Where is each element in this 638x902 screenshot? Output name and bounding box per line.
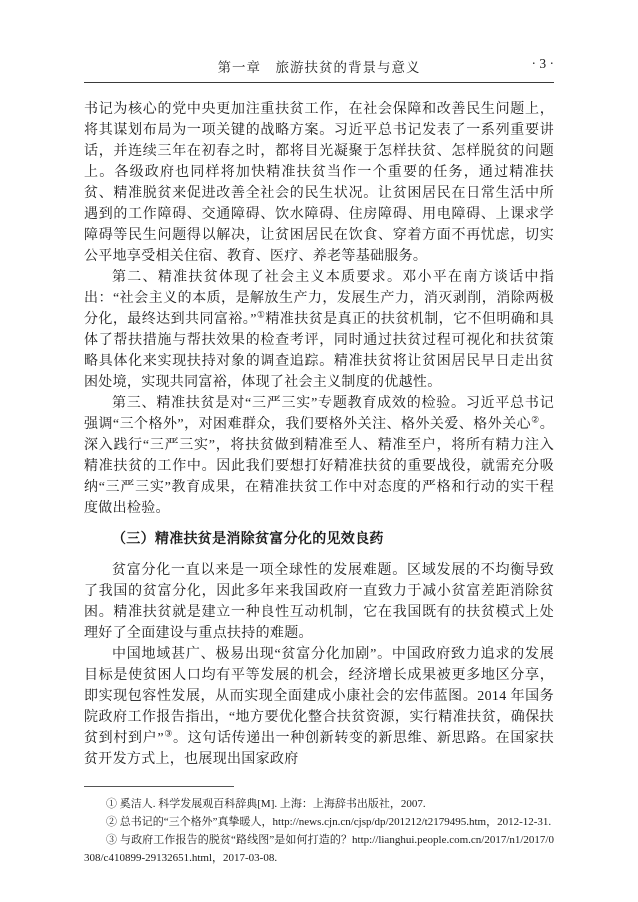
chapter-title: 第一章 旅游扶贫的背景与意义	[217, 60, 421, 75]
footnote: ② 总书记的“三个格外”真挚暖人，http://news.cjn.cn/cjsp/dp/201212/t2179495.htm，2012-12-31.	[106, 816, 552, 828]
footnote-separator	[84, 786, 234, 787]
paragraph: 中国地域甚广、极易出现“贫富分化加剧”。中国政府致力追求的发展目标是使贫困人口均有平等发展的机会，经济增长成果被更多地区分享，即实现包容性发展，从而实现全面建成小康社会的宏伟蓝图。2014 年国务院政府工作报告指出，“地方要优化整合扶贫资源，实行精准扶贫，确保扶贫到村到户”③。这句话传递出一种创新转变的新思维、新思路。在国家扶贫开发方式上，也展现出国家政府	[84, 647, 554, 767]
footnote: ① 奚洁人. 科学发展观百科辞典[M]. 上海：上海辞书出版社，2007.	[106, 798, 426, 810]
page-number: · 3 ·	[531, 56, 554, 71]
footnotes-section	[84, 786, 554, 867]
paragraph: 第三、精准扶贫是对“三严三实”专题教育成效的检验。习近平总书记强调“三个格外”，对困难群众，我们要格外关注、格外关爱、格外关心②。深入践行“三严三实”，将扶贫做到精准至人、精准至户，将所有精力注入精准扶贫的工作中。因此我们要想打好精准扶贫的重要战役，就需充分吸纳“三严三实”教育成果，在精准扶贫工作中对态度的严格和行动的实干程度做出检验。	[84, 396, 554, 516]
section-heading: （三）精准扶贫是消除贫富分化的见效良药	[112, 532, 384, 547]
paragraph: 贫富分化一直以来是一项全球性的发展难题。区域发展的不均衡导致了我国的贫富分化，因此多年来我国政府一直致力于减小贫富差距消除贫困。精准扶贫就是建立一种良性互动机制，它在我国既有的扶贫模式上处理好了全面建设与重点扶持的难题。	[84, 563, 554, 641]
header-rule	[84, 82, 554, 83]
running-head	[84, 56, 554, 76]
paragraph: 书记为核心的党中央更加注重扶贫工作，在社会保障和改善民生问题上，将其谋划布局为一项关键的战略方案。习近平总书记发表了一系列重要讲话，并连续三年在初春之时，都将目光凝聚于怎样扶贫、怎样脱贫的问题上。各级政府也同样将加快精准扶贫当作一个重要的任务，通过精准扶贫、精准脱贫来促进改善全社会的民生状况。让贫困居民在日常生活中所遇到的工作障碍、交通障碍、饮水障碍、住房障碍、用电障碍、上课求学障碍等民生问题得以解决，让贫困居民在饮食、穿着方面不再忧虑，切实公平地享受相关住宿、教育、医疗、养老等基础服务。	[84, 102, 554, 264]
paragraph: 第二、精准扶贫体现了社会主义本质要求。邓小平在南方谈话中指出：“社会主义的本质，是解放生产力，发展生产力，消灭剥削，消除两极分化，最终达到共同富裕。”①精准扶贫是真正的扶贫机制，它不但明确和具体了帮扶措施与帮扶效果的检查考评，同时通过扶贫过程可视化和扶贫策略具体化来实现扶持对象的调查追踪。精准扶贫将让贫困居民早日走出贫困处境，实现共同富裕，体现了社会主义制度的优越性。	[84, 270, 554, 390]
footnote: ③ 与政府工作报告的脱贫“路线图”是如何打造的？http://lianghui.people.com.cn/2017/n1/2017/0308/c410899-29132651.html，2017-03-08.	[84, 834, 554, 864]
page-body	[84, 99, 554, 770]
